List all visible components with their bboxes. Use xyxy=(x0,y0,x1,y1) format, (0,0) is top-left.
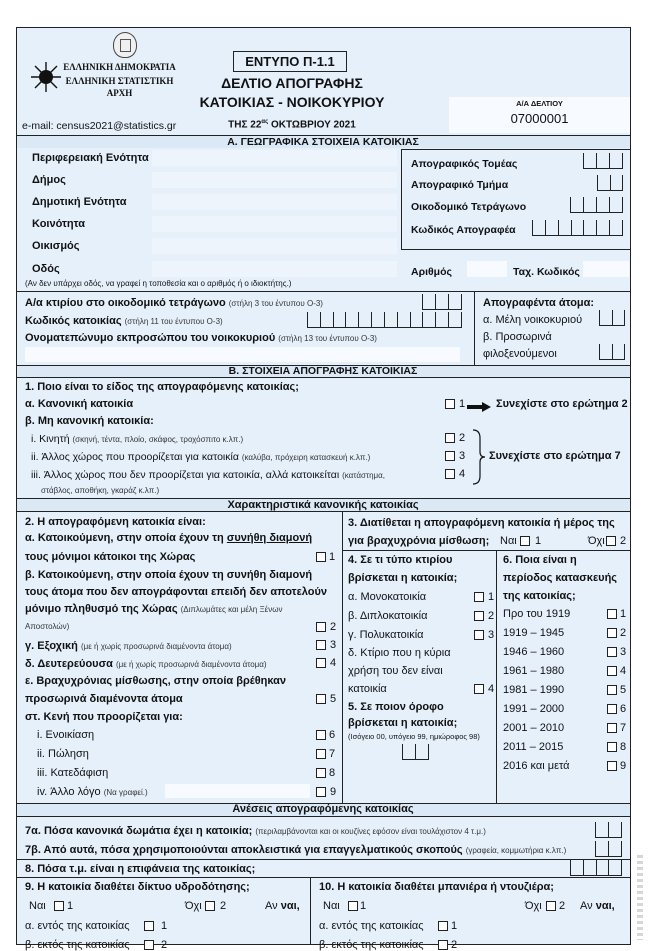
q1-goto-q7: Συνεχίστε στο ερώτημα 7 xyxy=(489,450,621,462)
settlement-input[interactable] xyxy=(152,238,397,254)
q2-other-reason-num: 9 xyxy=(330,786,337,798)
form-title-line2: ΚΑΤΟΙΚΙΑΣ - ΝΟΙΚΟΚΥΡΙΟΥ xyxy=(199,94,385,110)
q5-label2: βρίσκεται η κατοικία; xyxy=(348,717,458,729)
q4-apartment-num: 3 xyxy=(488,629,495,641)
q6-label1: 6. Ποια είναι η xyxy=(503,554,577,566)
q10-outside-num: 2 xyxy=(451,939,458,951)
q2-d-checkbox[interactable] xyxy=(316,658,326,668)
q10-yes-num: 1 xyxy=(360,900,367,912)
number-input[interactable] xyxy=(467,261,507,277)
serial-label: Α/Α ΔΕΛΤΙΟΥ xyxy=(516,99,563,108)
municipality-input[interactable] xyxy=(152,172,397,188)
field-label-street: Οδός xyxy=(32,263,60,275)
q2-b-label3: μόνιμο πληθυσμό της Χώρας (Διπλωμάτες και μέλη Ξένων xyxy=(25,603,283,615)
q2-b-num: 2 xyxy=(330,621,337,633)
q4-nonresidential-num: 4 xyxy=(488,683,495,695)
q2-b-label2: τους άτομα που δεν απογράφονται επειδή δεν αποτελούν xyxy=(25,586,328,598)
divider xyxy=(17,859,630,860)
q2-rent-checkbox[interactable] xyxy=(316,730,326,740)
q2-c-checkbox[interactable] xyxy=(316,640,326,650)
q1-nonregular-label: β. Μη κανονική κατοικία: xyxy=(25,415,154,427)
q9-outside-label: β. εκτός της κατοικίας xyxy=(25,939,130,951)
q1-non-housing-checkbox[interactable] xyxy=(445,469,455,479)
q5-label1: 5. Σε ποιον όροφο xyxy=(348,701,444,713)
street-note: (Αν δεν υπάρχει οδός, να γραφεί η τοποθεσία και ο αριθμός ή ο ιδιοκτήτης.) xyxy=(25,279,292,288)
q6-option-checkbox[interactable] xyxy=(607,704,617,714)
city-block-digits[interactable] xyxy=(570,197,623,213)
enumerator-code-digits[interactable] xyxy=(532,220,623,236)
section-a-title: Α. ΓΕΩΓΡΑΦΙΚΑ ΣΤΟΙΧΕΙΑ ΚΑΤΟΙΚΙΑΣ xyxy=(227,136,419,148)
census-date: ΤΗΣ $22^{\alpha\varsigma}$ ΟΚΤΩΒΡΙΟΥ 2021 xyxy=(228,119,356,131)
q6-option-num: 4 xyxy=(620,665,627,677)
q1-goto-q2: Συνεχίστε στο ερώτημα 2 xyxy=(496,398,628,410)
divider xyxy=(310,877,311,945)
q9-no-label: Όχι xyxy=(185,900,202,912)
q4-apartment-checkbox[interactable] xyxy=(474,630,484,640)
q1-other-housing-label: ii. Άλλος χώρος που προορίζεται για κατοικία (καλύβα, πρόχειρη κατασκευή κ.λπ.) xyxy=(31,451,371,463)
q6-option-checkbox[interactable] xyxy=(607,685,617,695)
q4-label2: βρίσκεται η κατοικία; xyxy=(348,572,458,584)
field-label-municipality: Δήμος xyxy=(32,174,66,186)
divider xyxy=(17,816,630,817)
q6-option-checkbox[interactable] xyxy=(607,628,617,638)
field-label-municipal-unit: Δημοτική Ενότητα xyxy=(32,196,127,208)
divider xyxy=(17,291,630,292)
q10-if-yes: Αν ναι, xyxy=(580,900,615,912)
q2-b-checkbox[interactable] xyxy=(316,622,326,632)
persons-members-label: α. Μέλη νοικοκυριού xyxy=(483,314,583,326)
q2-e-checkbox[interactable] xyxy=(316,694,326,704)
q4-nonresidential-checkbox[interactable] xyxy=(474,684,484,694)
q2-rent-num: 6 xyxy=(329,729,336,741)
q1-non-housing-note: στάβλος, αποθήκη, γκαράζ κ.λπ.) xyxy=(41,486,160,495)
q9-yes-label: Ναι xyxy=(29,900,46,912)
q7b-rooms-digits[interactable] xyxy=(595,841,622,857)
print-mark xyxy=(637,855,643,940)
q2-e-label2: προσωρινά διαμένοντα άτομα xyxy=(25,693,183,705)
q2-rent-label: i. Ενοικίαση xyxy=(37,729,95,741)
divider xyxy=(17,511,630,512)
q2-b-label1: β. Κατοικούμενη, στην οποία έχουν τη συνήθη διαμονή xyxy=(25,569,313,581)
q1-mobile-label: i. Κινητή (σκηνή, τέντα, πλοίο, σκάφος, τροχόσπιτο κ.λπ.) xyxy=(31,433,244,445)
q6-option-checkbox[interactable] xyxy=(607,761,617,771)
q9-title: 9. Η κατοικία διαθέτει δίκτυο υδροδότησης; xyxy=(25,881,250,893)
q6-option-label: 2016 και μετά xyxy=(503,760,570,772)
q1-regular-checkbox[interactable] xyxy=(445,399,455,409)
q2-d-label: δ. Δευτερεύουσα (με ή χωρίς προσωρινά διαμένοντα άτομα) xyxy=(25,658,267,670)
q3-yes-checkbox[interactable] xyxy=(520,536,530,546)
q9-outside-num: 2 xyxy=(161,939,168,951)
q6-option-num: 5 xyxy=(620,684,627,696)
q7a-rooms-digits[interactable] xyxy=(595,822,622,838)
persons-members-digits[interactable] xyxy=(599,310,625,326)
q2-c-num: 3 xyxy=(330,639,337,651)
q10-inside-num: 1 xyxy=(451,920,458,932)
q6-option-label: 1991 – 2000 xyxy=(503,703,565,715)
q2-sale-num: 7 xyxy=(329,748,336,760)
org-republic: ΕΛΛΗΝΙΚΗ ΔΗΜΟΚΡΑΤΙΑ xyxy=(63,62,176,72)
q2-other-reason-label: iv. Άλλο λόγο (Να γραφεί.) xyxy=(37,786,148,798)
q10-no-checkbox[interactable] xyxy=(546,901,556,911)
field-label-settlement: Οικισμός xyxy=(32,240,80,252)
q1-other-housing-num: 3 xyxy=(459,450,466,462)
q2-b-note: Αποστολών) xyxy=(25,622,70,631)
q6-option-num: 1 xyxy=(620,608,627,620)
q3-label1: 3. Διατίθεται η απογραφόμενη κατοικία ή μέρος της xyxy=(348,517,615,529)
arrow-right-icon xyxy=(467,399,491,417)
q4-semidetached-label: β. Διπλοκατοικία xyxy=(348,610,428,622)
representative-input[interactable] xyxy=(25,347,460,362)
divider xyxy=(474,291,475,366)
q4-detached-num: 1 xyxy=(488,591,495,603)
q3-yes-label: Ναι xyxy=(500,535,517,547)
q1-non-housing-num: 4 xyxy=(459,468,466,480)
q2-demolition-label: iii. Κατεδάφιση xyxy=(37,767,109,779)
q2-other-reason-checkbox[interactable] xyxy=(316,787,326,797)
q2-a-checkbox[interactable] xyxy=(316,552,326,562)
building-no-label: Α/α κτιρίου στο οικοδομικό τετράγωνο (στήλη 3 του έντυπου Ο-3) xyxy=(25,297,323,309)
q9-no-num: 2 xyxy=(220,900,227,912)
q2-d-num: 4 xyxy=(330,657,337,669)
census-sector-label: Απογραφικός Τομέας xyxy=(411,158,518,170)
q1-mobile-checkbox[interactable] xyxy=(445,433,455,443)
q10-inside-label: α. εντός της κατοικίας xyxy=(319,920,424,932)
q10-yes-checkbox[interactable] xyxy=(348,901,358,911)
q6-option-checkbox[interactable] xyxy=(607,723,617,733)
q2-sale-checkbox[interactable] xyxy=(316,749,326,759)
q2-e-num: 5 xyxy=(330,693,337,705)
contact-email: e-mail: census2021@statistics.gr xyxy=(22,120,177,132)
q6-option-checkbox[interactable] xyxy=(607,647,617,657)
q6-option-checkbox[interactable] xyxy=(607,666,617,676)
regular-title: Χαρακτηριστικά κανονικής κατοικίας xyxy=(227,499,419,511)
q2-a-label2: τους μόνιμοι κάτοικοι της Χώρας xyxy=(25,551,196,563)
elstat-sun-logo-icon xyxy=(31,62,61,92)
q6-option-label: 2011 – 2015 xyxy=(503,741,564,753)
q2-e-label1: ε. Βραχυχρόνιας μίσθωσης, στην οποία βρέθηκαν xyxy=(25,675,287,687)
municipal-unit-input[interactable] xyxy=(152,194,397,210)
form-title-line1: ΔΕΛΤΙΟ ΑΠΟΓΡΑΦΗΣ xyxy=(221,75,363,91)
brace-icon xyxy=(471,428,487,491)
q10-no-num: 2 xyxy=(559,900,566,912)
q1-title: 1. Ποιο είναι το είδος της απογραφόμενης κατοικίας; xyxy=(25,381,299,393)
q7a-label: 7α. Πόσα κανονικά δωμάτια έχει η κατοικία; (περιλαμβάνονται και οι κουζίνες εφόσον είναι τουλάχιστον 4 τ.μ.) xyxy=(25,825,486,837)
q4-semidetached-num: 2 xyxy=(488,610,495,622)
org-statistics-line2: ΑΡΧΗ xyxy=(106,88,133,98)
street-input[interactable] xyxy=(152,261,397,277)
q10-outside-label: β. εκτός της κατοικίας xyxy=(319,939,424,951)
q10-inside-checkbox[interactable] xyxy=(438,921,448,931)
form-code: ΕΝΤΥΠΟ Π-1.1 xyxy=(245,54,335,69)
q6-option-label: 1919 – 1945 xyxy=(503,627,565,639)
postcode-label: Ταχ. Κωδικός xyxy=(513,266,580,278)
census-form xyxy=(16,27,631,951)
census-section-digits[interactable] xyxy=(597,175,623,191)
q6-option-checkbox[interactable] xyxy=(607,609,617,619)
q4-nonresidential-label2: χρήση του δεν είναι xyxy=(348,665,443,677)
q6-option-num: 8 xyxy=(620,741,627,753)
persons-title: Απογραφέντα άτομα: xyxy=(483,297,595,309)
q8-area-digits[interactable] xyxy=(570,860,622,876)
q5-floor-digits[interactable] xyxy=(402,744,429,760)
q4-detached-label: α. Μονοκατοικία xyxy=(348,591,427,603)
q2-title: 2. Η απογραφόμενη κατοικία είναι: xyxy=(25,516,206,528)
q9-inside-checkbox[interactable] xyxy=(144,921,154,931)
enumerator-code-label: Κωδικός Απογραφέα xyxy=(411,224,516,236)
q9-yes-checkbox[interactable] xyxy=(54,901,64,911)
q1-regular-num: 1 xyxy=(459,398,466,410)
q10-title: 10. Η κατοικία διαθέτει μπανιέρα ή ντουζιέρα; xyxy=(319,881,554,893)
representative-label: Ονοματεπώνυμο εκπροσώπου του νοικοκυριού (στήλη 13 του έντυπου Ο-3) xyxy=(25,332,377,344)
amenities-title: Ανέσεις απογραφόμενης κατοικίας xyxy=(232,803,414,815)
divider xyxy=(17,877,630,878)
q10-no-label: Όχι xyxy=(525,900,542,912)
divider xyxy=(342,511,343,803)
q2-st-label: στ. Κενή που προορίζεται για: xyxy=(25,711,183,723)
q1-mobile-num: 2 xyxy=(459,432,466,444)
field-label-community: Κοινότητα xyxy=(32,218,85,230)
city-block-label: Οικοδομικό Τετράγωνο xyxy=(411,201,527,213)
q6-label3: της κατοικίας; xyxy=(503,590,576,602)
q9-inside-label: α. εντός της κατοικίας xyxy=(25,920,130,932)
q2-a-num: 1 xyxy=(329,551,336,563)
building-no-digits[interactable] xyxy=(422,294,462,310)
q6-option-label: 1961 – 1980 xyxy=(503,665,565,677)
number-label: Αριθμός xyxy=(411,266,452,278)
q2-demolition-num: 8 xyxy=(329,767,336,779)
q7b-label: 7β. Από αυτά, πόσα χρησιμοποιούνται αποκλειστικά για επαγγελματικούς σκοπούς (γραφεία, κομμωτήρια κ.λπ.) xyxy=(25,844,567,856)
q8-label: 8. Πόσα τ.μ. είναι η επιφάνεια της κατοικίας; xyxy=(25,863,256,875)
q2-c-label: γ. Εξοχική (με ή χωρίς προσωρινά διαμένοντα άτομα) xyxy=(25,640,232,652)
q6-option-num: 9 xyxy=(620,760,627,772)
q6-option-label: Προ του 1919 xyxy=(503,608,571,620)
q5-note: (Ισόγειο 00, υπόγειο 99, ημιώροφος 98) xyxy=(348,732,480,741)
q6-option-num: 7 xyxy=(620,722,627,734)
q2-sale-label: ii. Πώληση xyxy=(37,748,89,760)
q4-nonresidential-label3: κατοικία xyxy=(348,683,387,695)
q6-option-num: 6 xyxy=(620,703,627,715)
q6-option-label: 1981 – 1990 xyxy=(503,684,565,696)
q4-semidetached-checkbox[interactable] xyxy=(474,611,484,621)
q1-other-housing-checkbox[interactable] xyxy=(445,451,455,461)
q2-a-label: α. Κατοικούμενη, στην οποία έχουν τη συνήθη διαμονή xyxy=(25,532,313,544)
q10-yes-label: Ναι xyxy=(323,900,340,912)
divider xyxy=(17,377,630,378)
q2-demolition-checkbox[interactable] xyxy=(316,768,326,778)
community-input[interactable] xyxy=(152,216,397,232)
section-b-title: Β. ΣΤΟΙΧΕΙΑ ΑΠΟΓΡΑΦΗΣ ΚΑΤΟΙΚΙΑΣ xyxy=(228,365,418,377)
census-sector-digits[interactable] xyxy=(583,153,623,169)
regional-unit-input[interactable] xyxy=(152,150,397,166)
q3-no-label: Όχι xyxy=(588,535,605,547)
q9-inside-num: 1 xyxy=(161,920,168,932)
q6-option-checkbox[interactable] xyxy=(607,742,617,752)
serial-number: 07000001 xyxy=(510,111,569,126)
q2-other-reason-input[interactable] xyxy=(165,784,310,798)
census-section-label: Απογραφικό Τμήμα xyxy=(411,179,509,191)
dwelling-code-digits[interactable] xyxy=(307,312,462,328)
q6-option-label: 2001 – 2010 xyxy=(503,722,565,734)
q3-no-checkbox[interactable] xyxy=(606,536,616,546)
field-label-regional-unit: Περιφερειακή Ενότητα xyxy=(32,152,149,164)
q9-if-yes: Αν ναι, xyxy=(265,900,300,912)
q4-apartment-label: γ. Πολυκατοικία xyxy=(348,629,424,641)
q6-option-num: 3 xyxy=(620,646,627,658)
q6-option-label: 1946 – 1960 xyxy=(503,646,565,658)
persons-temporary-digits[interactable] xyxy=(599,344,625,360)
q1-regular-label: α. Κανονική κατοικία xyxy=(25,398,134,410)
dwelling-code-label: Κωδικός κατοικίας (στήλη 11 του έντυπου Ο-3) xyxy=(25,315,223,327)
q6-label2: περίοδος κατασκευής xyxy=(503,572,618,584)
q4-detached-checkbox[interactable] xyxy=(474,592,484,602)
persons-temporary-label2: φιλοξενούμενοι xyxy=(483,348,557,360)
q3-yes-num: 1 xyxy=(535,535,542,547)
coat-of-arms-icon xyxy=(113,32,137,58)
q3-label2: για βραχυχρόνια μίσθωση; xyxy=(348,535,490,547)
q1-non-housing-label: iii. Άλλος χώρος που δεν προορίζεται για κατοικία, αλλά κατοικείται (κατάστημα, xyxy=(31,469,385,481)
divider xyxy=(342,550,630,551)
postcode-input[interactable] xyxy=(583,261,629,277)
divider xyxy=(496,550,497,803)
q4-nonresidential-label1: δ. Κτίριο που η κύρια xyxy=(348,647,451,659)
q9-yes-num: 1 xyxy=(67,900,74,912)
persons-temporary-label1: β. Προσωρινά xyxy=(483,331,552,343)
org-statistics-line1: ΕΛΛΗΝΙΚΗ ΣΤΑΤΙΣΤΙΚΗ xyxy=(65,76,174,86)
q4-label1: 4. Σε τι τύπο κτιρίου xyxy=(348,554,453,566)
q9-no-checkbox[interactable] xyxy=(205,901,215,911)
q6-option-num: 2 xyxy=(620,627,627,639)
q3-no-num: 2 xyxy=(620,535,627,547)
